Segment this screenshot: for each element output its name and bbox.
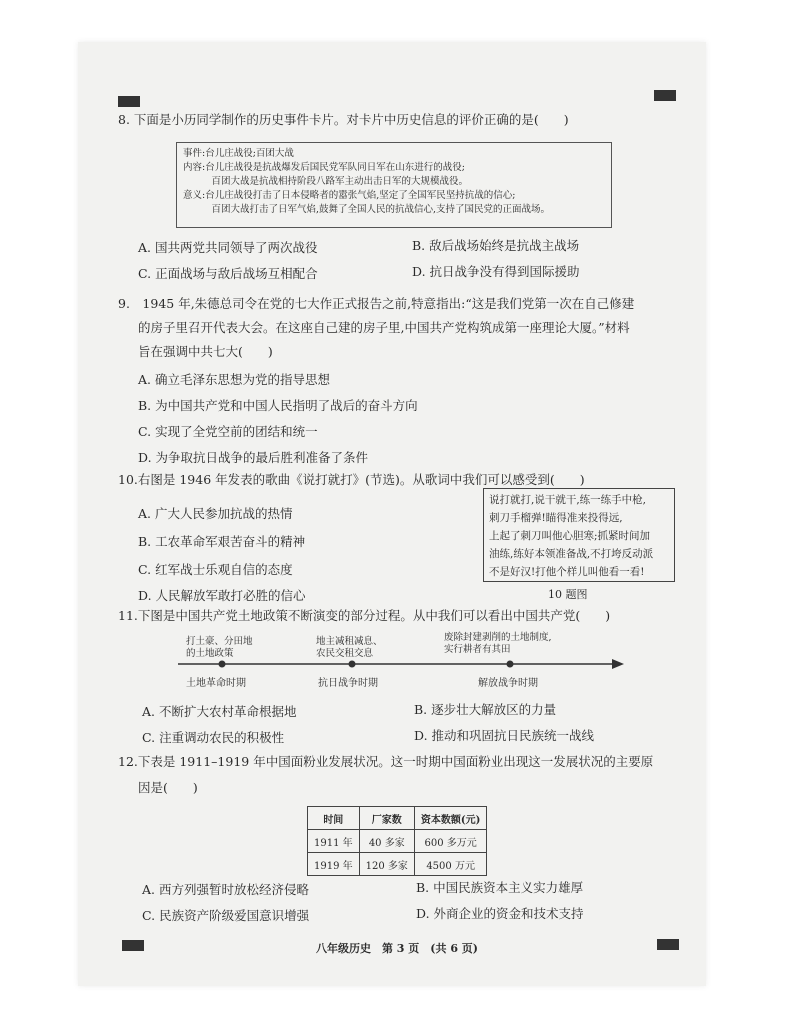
table-cell: 120 多家 (359, 853, 414, 876)
q12-line-1: 12.下表是 1911–1919 年中国面粉业发展状况。这一时期中国面粉业出现这一发展状况的主要原 (118, 754, 654, 769)
q11-timeline (0, 646, 794, 686)
q10-figure-caption: 10 题图 (548, 588, 588, 601)
timeline-policy-1 (186, 636, 253, 660)
timeline-arrowhead (612, 659, 624, 669)
lyrics-line: 不是好汉!打他个样儿叫他看一看! (489, 566, 645, 578)
timeline-policy-3 (444, 632, 552, 656)
card-line: 百团大战是抗战相持阶段八路军主动出击日军的大规模战役。 (183, 176, 469, 187)
q11-stem: 11.下图是中国共产党土地政策不断演变的部分过程。从中我们可以看出中国共产党( ) (118, 608, 611, 623)
lyrics-line: 说打就打,说干就干,练一练手中枪, (489, 494, 647, 506)
timeline-policy-line: 实行耕者有其田 (444, 644, 511, 655)
q11-option-c: C. 注重调动农民的积极性 (142, 730, 285, 745)
timeline-policy-line: 农民交租交息 (316, 648, 374, 659)
q8-stem: 8. 下面是小历同学制作的历史事件卡片。对卡片中历史信息的评价正确的是( ) (118, 112, 569, 127)
q8-option-c: C. 正面战场与敌后战场互相配合 (138, 266, 318, 281)
q11-option-a: A. 不断扩大农村革命根据地 (142, 704, 297, 719)
table-row (308, 830, 487, 853)
timeline-policy-line: 打土豪、分田地 (186, 636, 253, 647)
lyrics-line: 上起了刺刀叫他心胆寒;抓紧时间加 (489, 530, 651, 542)
timeline-policy-line: 废除封建剥削的土地制度, (444, 632, 552, 643)
table-cell: 1919 年 (308, 853, 360, 876)
q9-option-b: B. 为中国共产党和中国人民指明了战后的奋斗方向 (138, 398, 418, 413)
q11-option-d: D. 推动和巩固抗日民族统一战线 (414, 728, 595, 743)
card-line: 百团大战打击了日军气焰,鼓舞了全国人民的抗战信心,支持了国民党的正面战场。 (183, 204, 551, 215)
table-row (308, 853, 487, 876)
q12-line-2: 因是( ) (138, 780, 198, 795)
timeline-point-1 (219, 661, 226, 668)
table-header-row (308, 807, 487, 830)
lyrics-line: 刺刀手榴弹!瞄得准来投得远, (489, 512, 623, 524)
q10-song-lyrics-box (483, 488, 675, 582)
timeline-policy-line: 地主减租减息、 (316, 636, 383, 647)
q10-option-d: D. 人民解放军敢打必胜的信心 (138, 588, 306, 603)
q12-option-b: B. 中国民族资本主义实力雄厚 (416, 880, 584, 895)
timeline-period-3: 解放战争时期 (478, 678, 538, 689)
q8-option-d: D. 抗日战争没有得到国际援助 (412, 264, 580, 279)
q8-option-a: A. 国共两党共同领导了两次战役 (138, 240, 318, 255)
table-cell: 1911 年 (308, 830, 360, 853)
q10-stem: 10.右图是 1946 年发表的歌曲《说打就打》(节选)。从歌词中我们可以感受到( ) (118, 472, 585, 487)
table-header: 资本数额(元) (414, 807, 486, 830)
q9-line-3: 旨在强调中共七大( ) (138, 344, 273, 359)
card-line: 意义:台儿庄战役打击了日本侵略者的嚣张气焰,坚定了全国军民坚持抗战的信心; (183, 190, 516, 201)
q12-data-table (307, 806, 487, 876)
timeline-point-2 (349, 661, 356, 668)
q9-option-a: A. 确立毛泽东思想为党的指导思想 (138, 372, 330, 387)
timeline-period-1: 土地革命时期 (186, 678, 246, 689)
q12-option-d: D. 外商企业的资金和技术支持 (416, 906, 584, 921)
page-footer: 八年级历史 第 3 页 (共 6 页) (315, 942, 479, 955)
card-line: 事件:台儿庄战役;百团大战 (183, 148, 294, 159)
q8-option-b: B. 敌后战场始终是抗战主战场 (412, 238, 580, 253)
q9-option-d: D. 为争取抗日战争的最后胜利准备了条件 (138, 450, 369, 465)
q9-option-c: C. 实现了全党空前的团结和统一 (138, 424, 318, 439)
timeline-period-2: 抗日战争时期 (318, 678, 378, 689)
table-header: 厂家数 (359, 807, 414, 830)
table-cell: 4500 万元 (414, 853, 486, 876)
table-cell: 600 多万元 (414, 830, 486, 853)
table-cell: 40 多家 (359, 830, 414, 853)
timeline-policy-2 (316, 636, 383, 660)
q9-line-1: 9. 1945 年,朱德总司令在党的七大作正式报告之前,特意指出:“这是我们党第一次在自己修建 (118, 296, 635, 311)
card-line: 内容:台儿庄战役是抗战爆发后国民党军队同日军在山东进行的战役; (183, 162, 465, 173)
q9-line-2: 的房子里召开代表大会。在这座自己建的房子里,中国共产党构筑成第一座理论大厦。”材料 (138, 320, 630, 335)
q10-option-a: A. 广大人民参加抗战的热情 (138, 506, 293, 521)
timeline-policy-line: 的土地政策 (186, 648, 234, 659)
q10-option-b: B. 工农革命军艰苦奋斗的精神 (138, 534, 306, 549)
q12-option-a: A. 西方列强暂时放松经济侵略 (142, 882, 309, 897)
timeline-point-3 (507, 661, 514, 668)
q12-option-c: C. 民族资产阶级爱国意识增强 (142, 908, 310, 923)
q8-event-card (176, 142, 612, 228)
q11-option-b: B. 逐步壮大解放区的力量 (414, 702, 557, 717)
registration-mark-top-right (654, 90, 676, 101)
registration-mark-top-left (118, 96, 140, 107)
q10-option-c: C. 红军战士乐观自信的态度 (138, 562, 293, 577)
lyrics-line: 油练,练好本领准备战,不打垮反动派 (489, 548, 654, 560)
table-header: 时间 (308, 807, 360, 830)
